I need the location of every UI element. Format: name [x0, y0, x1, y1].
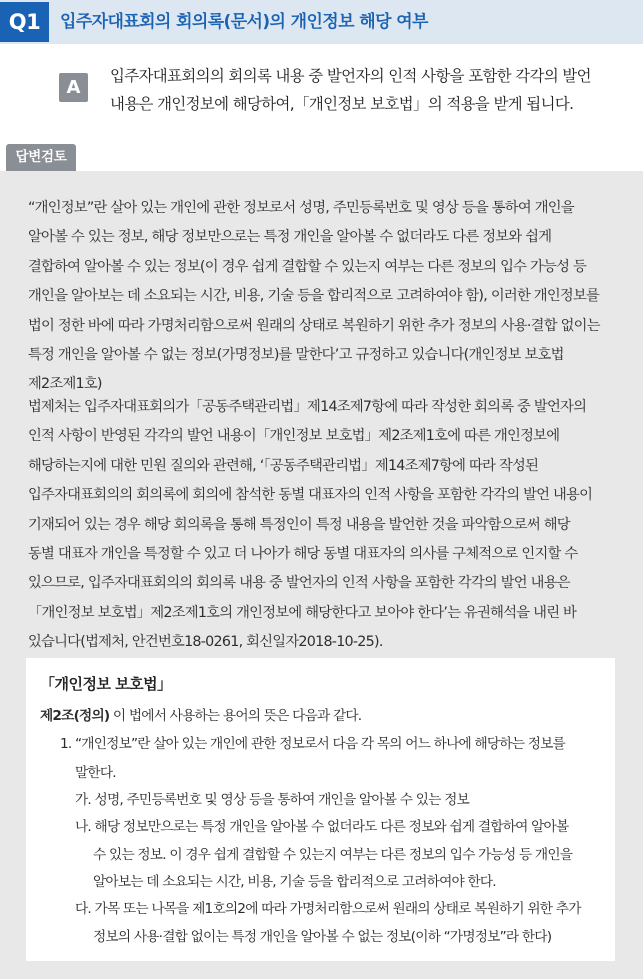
paragraph-line: 있습니다(법제처, 안건번호18-0261, 회신일자2018-10-25).	[28, 634, 383, 651]
paragraph-line: 법이 정한 바에 따라 가명처리함으로써 원래의 상태로 복원하기 위한 추가 정보의 사용·결합 없이는	[28, 317, 600, 334]
paragraph-line: 해당하는지에 대한 민원 질의와 관련해, ‘「공동주택관리법」제14조제7항에 따라 작성된	[28, 457, 539, 474]
paragraph-line: 기재되어 있는 경우 해당 회의록을 통해 특정인이 특정 내용을 발언한 것을 파악함으로써 해당	[28, 516, 570, 533]
law-sub-na-line-3: 알아보는 데 소요되는 시간, 비용, 기술 등을 합리적으로 고려하여야 한다.	[93, 874, 496, 890]
answer-line: 입주자대표회의의 회의록 내용 중 발언자의 인적 사항을 포함한 각각의 발언	[110, 67, 591, 85]
law-item-1-line-2: 말한다.	[75, 765, 116, 781]
answer-text	[110, 62, 640, 118]
paragraph-line: “개인정보”란 살아 있는 개인에 관한 정보로서 성명, 주민등록번호 및 영상 등을 통하여 개인을	[28, 200, 574, 216]
answer-badge: A	[59, 73, 88, 102]
paragraph-line: 개인을 알아보는 데 소요되는 시간, 비용, 기술 등을 합리적으로 고려하여야 함), 이러한 개인정보를	[28, 288, 600, 305]
paragraph-line: 법제처는 입주자대표회의가「공동주택관리법」제14조제7항에 따라 작성한 회의록 중 발언자의	[28, 399, 587, 415]
law-sub-da-line-2: 정보의 사용·결합 없이는 특정 개인을 알아볼 수 없는 정보(이하 “가명정보”라 한다)	[93, 929, 552, 945]
law-article-line	[40, 706, 361, 726]
question-header	[0, 0, 643, 44]
paragraph-line: 제2조제1호)	[28, 376, 102, 393]
law-article-label: 제2조(정의)	[40, 708, 110, 724]
review-paragraph-2	[28, 393, 628, 658]
paragraph-line: 입주자대표회의의 회의록에 회의에 참석한 동별 대표자의 인적 사항을 포함한 각각의 발언 내용이	[28, 487, 593, 504]
law-article-text: 이 법에서 사용하는 용어의 뜻은 다음과 같다.	[109, 708, 362, 724]
law-title: 「개인정보 보호법」	[40, 675, 172, 693]
question-badge: Q1	[0, 2, 49, 42]
law-sub-na-line-1: 나. 해당 정보만으로는 특정 개인을 알아볼 수 없더라도 다른 정보와 쉽게 결합하여 알아볼	[75, 819, 569, 835]
review-tab-label: 답변검토	[6, 144, 76, 171]
paragraph-line: 알아볼 수 있는 정보, 해당 정보만으로는 특정 개인을 알아볼 수 없더라도 다른 정보와 쉽게	[28, 229, 552, 246]
law-sub-na-line-2: 수 있는 정보. 이 경우 쉽게 결합할 수 있는지 여부는 다른 정보의 입수 가능성 등 개인을	[93, 847, 573, 863]
law-item-1-line-1: 1. “개인정보”란 살아 있는 개인에 관한 정보로서 다음 각 목의 어느 하나에 해당하는 정보를	[60, 736, 565, 752]
answer-line: 내용은 개인정보에 해당하여,「개인정보 보호법」의 적용을 받게 됩니다.	[110, 95, 574, 113]
question-title: 입주자대표회의 회의록(문서)의 개인정보 해당 여부	[60, 12, 428, 32]
paragraph-line: 있으므로, 입주자대표회의의 회의록 내용 중 발언자의 인적 사항을 포함한 각각의 발언 내용은	[28, 575, 570, 592]
paragraph-line: 결합하여 알아볼 수 있는 정보(이 경우 쉽게 결합할 수 있는지 여부는 다른 정보의 입수 가능성 등	[28, 258, 587, 275]
law-sub-ga: 가. 성명, 주민등록번호 및 영상 등을 통하여 개인을 알아볼 수 있는 정보	[75, 792, 469, 808]
paragraph-line: 「개인정보 보호법」제2조제1호의 개인정보에 해당한다고 보아야 한다’는 유권해석을 내린 바	[28, 604, 577, 621]
law-sub-da-line-1: 다. 가목 또는 나목을 제1호의2에 따라 가명처리함으로써 원래의 상태로 복원하기 위한 추가	[75, 901, 581, 917]
paragraph-line: 인적 사항이 반영된 각각의 발언 내용이「개인정보 보호법」제2조제1호에 따른 개인정보에	[28, 428, 560, 445]
paragraph-line: 동별 대표자 개인을 특정할 수 있고 더 나아가 해당 동별 대표자의 의사를 구체적으로 인지할 수	[28, 546, 578, 563]
review-paragraph-1	[28, 194, 628, 400]
paragraph-line: 특정 개인을 알아볼 수 없는 정보(가명정보)를 말한다’고 규정하고 있습니다(개인정보 보호법	[28, 347, 564, 364]
